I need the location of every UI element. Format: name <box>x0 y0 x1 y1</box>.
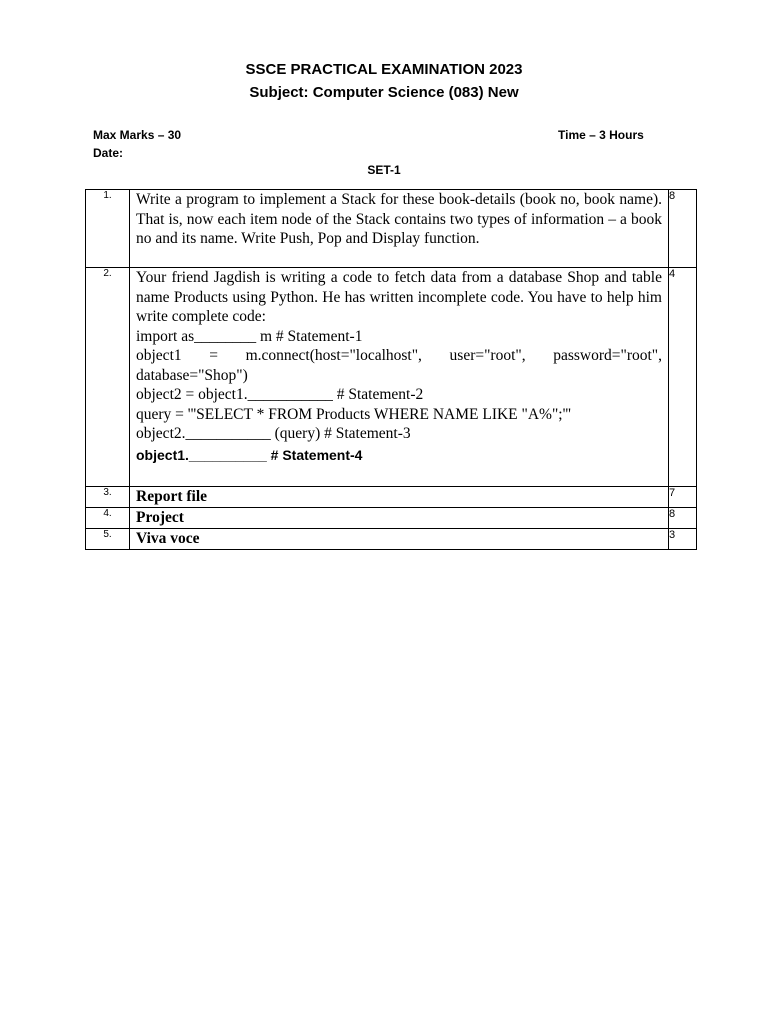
code-line: object2 = object1.___________ # Statement-2 <box>136 386 424 403</box>
table-row <box>86 508 697 529</box>
question-number: 5. <box>86 529 130 550</box>
exam-title: SSCE PRACTICAL EXAMINATION 2023 <box>245 61 523 78</box>
code-line: import as________ m # Statement-1 <box>136 327 363 345</box>
question-text: Project <box>130 508 669 529</box>
question-text: Report file <box>130 487 669 508</box>
table-row <box>86 268 697 487</box>
question-text: Your friend Jagdish is writing a code to fetch data from a database Shop and table name Products using Python. He has written incomplete code. You have to help him write complete code: <box>136 269 662 325</box>
time-duration: Time – 3 Hours <box>558 128 644 142</box>
question-marks: 8 <box>669 508 697 529</box>
set-label: SET-1 <box>367 163 401 177</box>
question-number: 1. <box>86 190 130 268</box>
question-number: 4. <box>86 508 130 529</box>
table-row <box>86 190 697 268</box>
question-marks: 4 <box>669 268 697 487</box>
question-text: Write a program to implement a Stack for these book-details (book no, book name). That is, now each item node of the Stack contains two types of information – a book no and its name. Write Push, Pop and Display function. <box>136 191 662 247</box>
code-line: object2.___________ (query) # Statement-3 <box>136 425 411 442</box>
max-marks: Max Marks – 30 <box>93 128 182 142</box>
question-marks: 7 <box>669 487 697 508</box>
question-text: Viva voce <box>130 529 669 550</box>
question-marks: 3 <box>669 529 697 550</box>
question-table <box>85 189 697 550</box>
date-label: Date: <box>93 146 124 160</box>
question-marks: 8 <box>669 190 697 268</box>
code-line: query = '''SELECT * FROM Products WHERE NAME LIKE "A%";''' <box>136 405 571 423</box>
table-row <box>86 529 697 550</box>
code-line: object1.__________ # Statement-4 <box>136 446 363 463</box>
question-number: 3. <box>86 487 130 508</box>
table-row <box>86 487 697 508</box>
code-line: object1 = m.connect(host="localhost", user="root", password="root", database="Shop") <box>136 347 662 384</box>
subject-title: Subject: Computer Science (083) New <box>249 84 519 101</box>
question-number: 2. <box>86 268 130 487</box>
